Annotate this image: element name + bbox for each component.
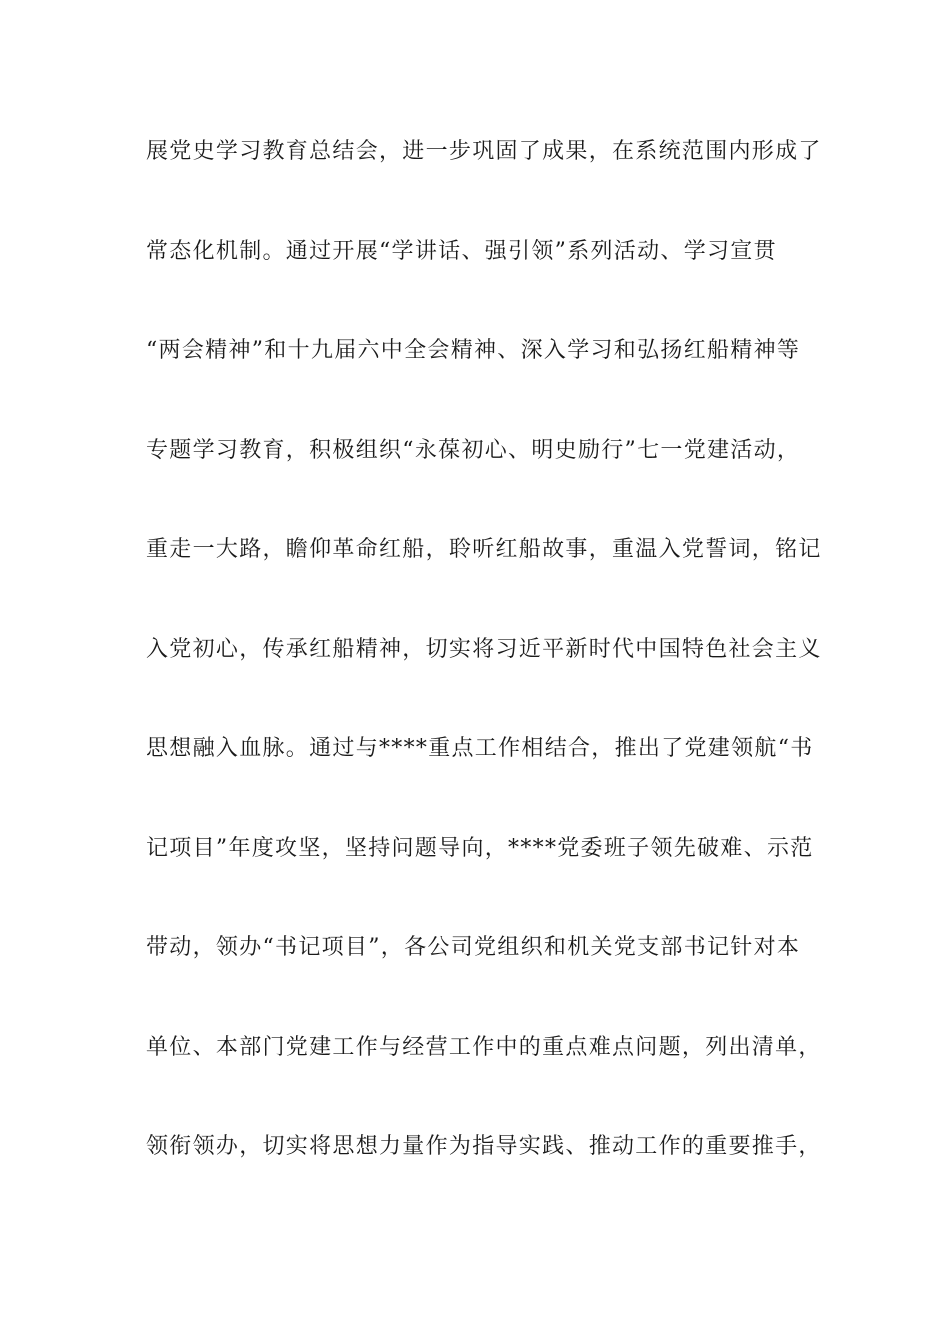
text-line: 入党初心，传承红船精神，切实将习近平新时代中国特色社会主义 bbox=[146, 636, 822, 662]
text-line: 思想融入血脉。通过与****重点工作相结合，推出了党建领航“书 bbox=[146, 736, 814, 761]
text-line: 常态化机制。通过开展“学讲话、强引领”系列活动、学习宣贯 bbox=[146, 238, 777, 264]
text-line: 带动，领办“书记项目”，各公司党组织和机关党支部书记针对本 bbox=[146, 935, 801, 960]
text-line: 记项目”年度攻坚，坚持问题导向，****党委班子领先破难、示范 bbox=[146, 835, 814, 861]
text-line: 展党史学习教育总结会，进一步巩固了成果，在系统范围内形成了 bbox=[146, 139, 822, 164]
text-line: 单位、本部门党建工作与经营工作中的重点难点问题，列出清单， bbox=[146, 1034, 822, 1060]
body-paragraph bbox=[146, 132, 822, 1227]
text-line: 领衔领办，切实将思想力量作为指导实践、推动工作的重要推手， bbox=[146, 1134, 822, 1159]
text-line: 专题学习教育，积极组织“永葆初心、明史励行”七一党建活动， bbox=[146, 437, 801, 463]
text-line: “两会精神”和十九届六中全会精神、深入学习和弘扬红船精神等 bbox=[146, 338, 801, 363]
text-line: 重走一大路，瞻仰革命红船，聆听红船故事，重温入党誓词，铭记 bbox=[146, 537, 822, 562]
